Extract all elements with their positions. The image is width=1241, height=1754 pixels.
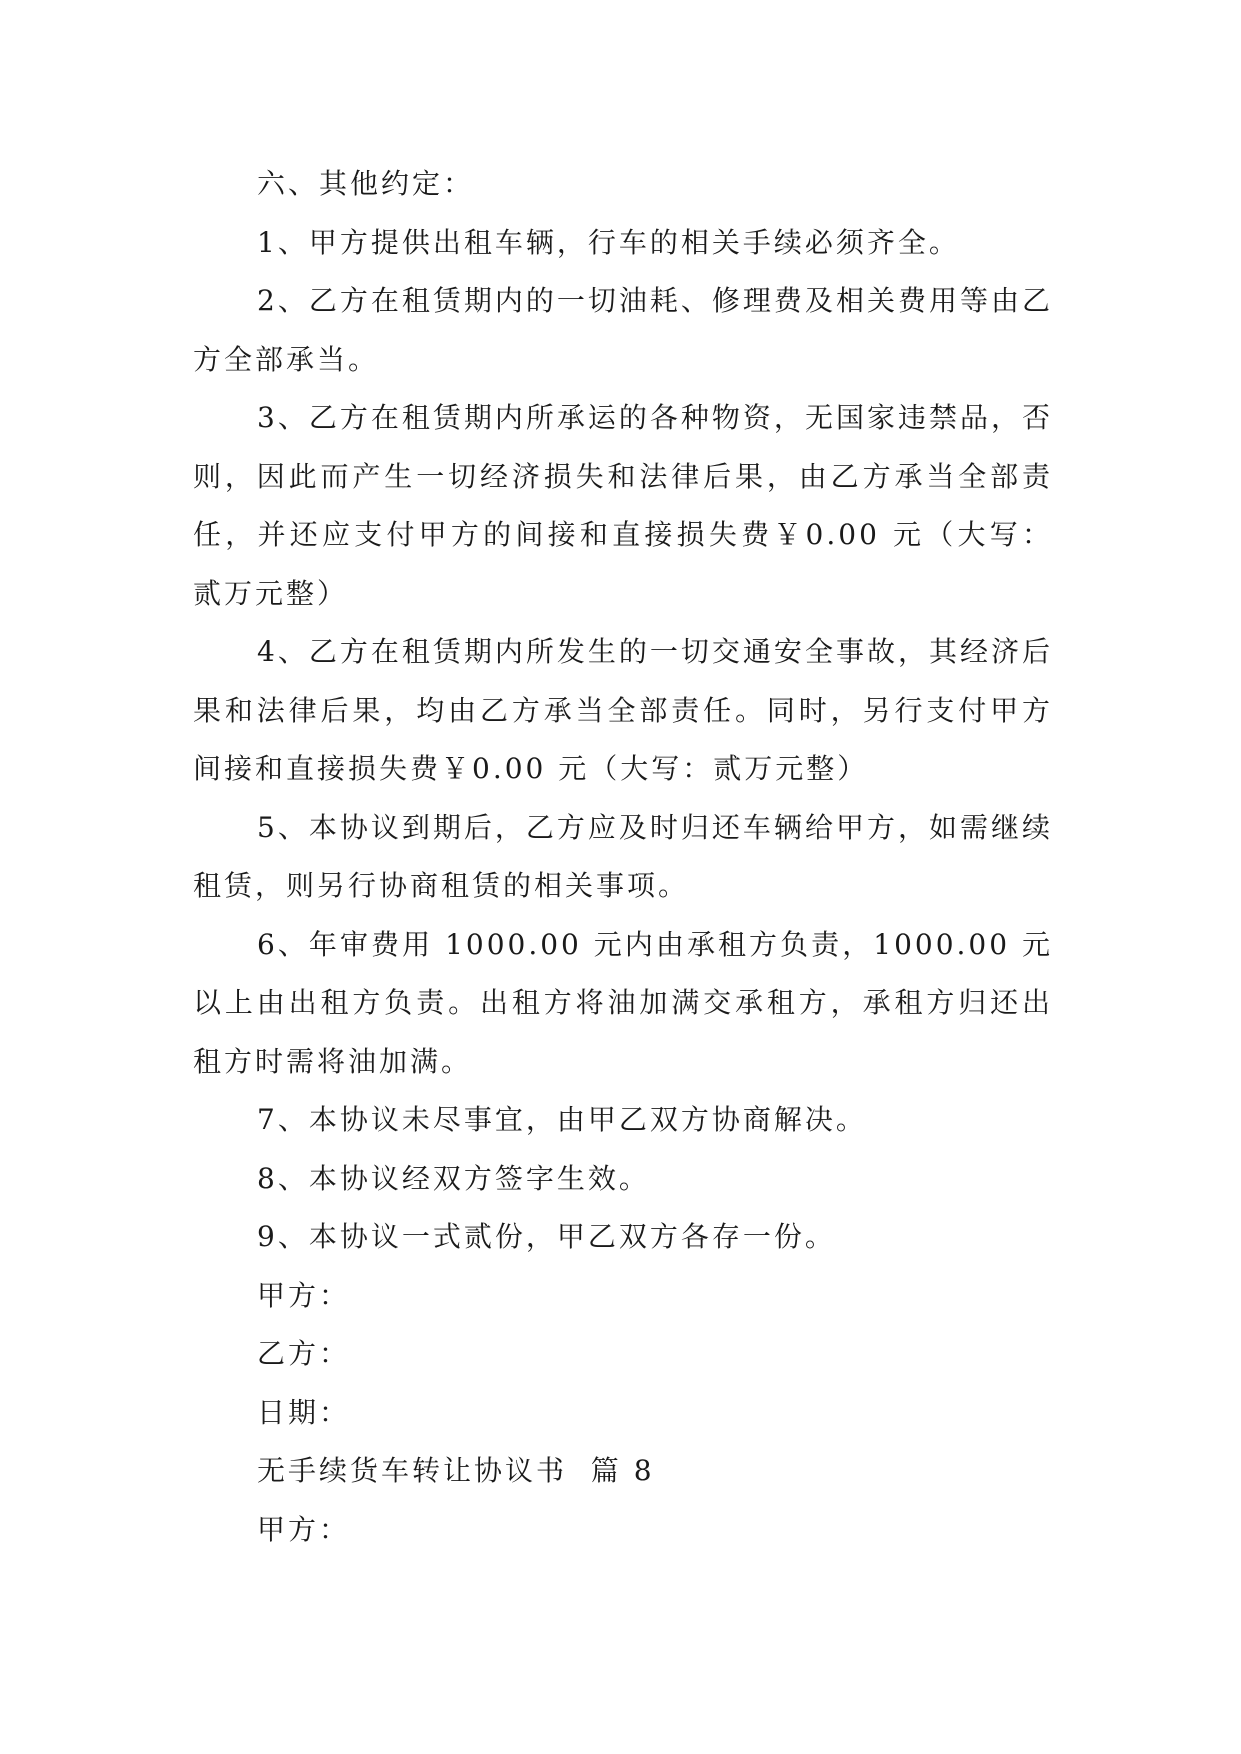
clause-7: 7、本协议未尽事宜，由甲乙双方协商解决。 xyxy=(257,1103,867,1136)
section-heading: 六、其他约定： xyxy=(257,167,475,200)
clause-9: 9、本协议一式贰份，甲乙双方各存一份。 xyxy=(257,1220,836,1253)
clause-6: 6、年审费用 1000.00 元内由承租方负责，1000.00 元以上由出租方负责。出租方将油加满交承租方，承租方归还出租方时需将油加满。 xyxy=(193,927,1053,1078)
clause-3: 3、乙方在租赁期内所承运的各种物资，无国家违禁品，否则，因此而产生一切经济损失和法律后果，由乙方承当全部责任，并还应支付甲方的间接和直接损失费￥0.00 元（大写：贰万元整） xyxy=(193,401,1053,610)
party-a-label: 甲方： xyxy=(257,1278,351,1312)
party-b-label: 乙方： xyxy=(257,1337,351,1370)
clause-4: 4、乙方在租赁期内所发生的一切交通安全事故，其经济后果和法律后果，均由乙方承当全部责任。同时，另行支付甲方间接和直接损失费￥0.00 元（大写：贰万元整） xyxy=(193,635,1053,785)
clause-8: 8、本协议经双方签字生效。 xyxy=(257,1161,650,1195)
date-label: 日期： xyxy=(257,1395,351,1429)
clause-1: 1、甲方提供出租车辆，行车的相关手续必须齐全。 xyxy=(257,225,960,259)
next-section-title: 无手续货车转让协议书 篇 8 xyxy=(257,1454,655,1487)
document-body xyxy=(193,155,1053,1559)
clause-2: 2、乙方在租赁期内的一切油耗、修理费及相关费用等由乙方全部承当。 xyxy=(193,284,1053,376)
next-section-party-a-label: 甲方： xyxy=(257,1512,351,1546)
clause-5: 5、本协议到期后，乙方应及时归还车辆给甲方，如需继续租赁，则另行协商租赁的相关事项。 xyxy=(193,810,1053,902)
